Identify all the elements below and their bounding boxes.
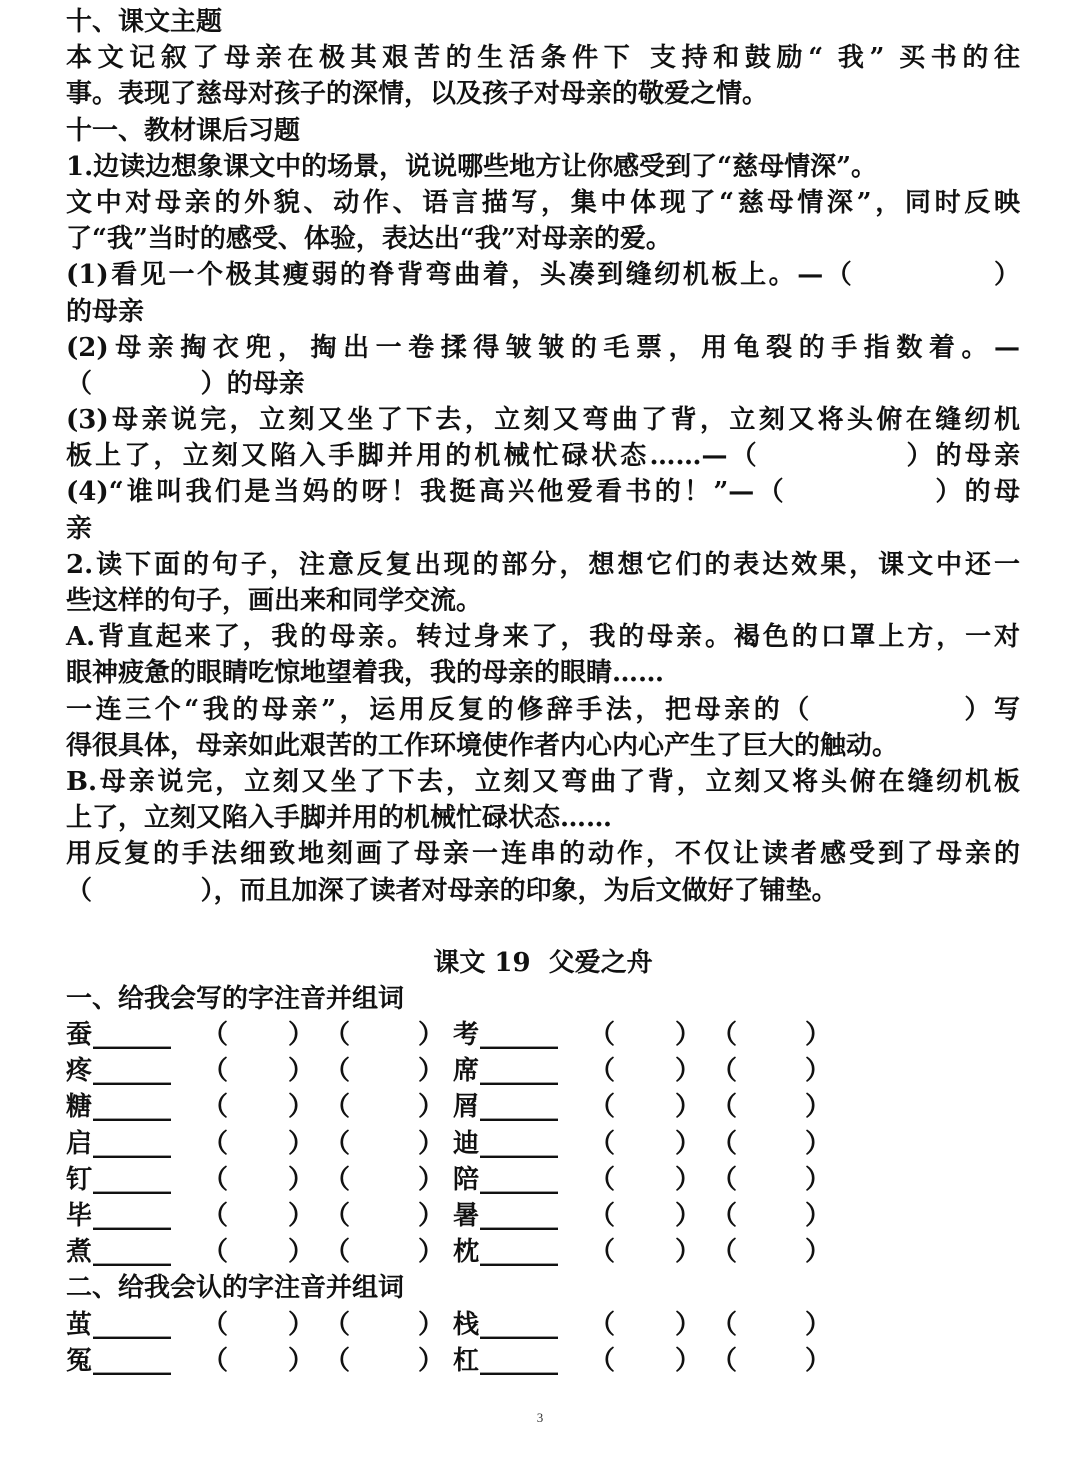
q1-line: 板上了，立刻又陷入手脚并用的机械忙碌状态……—（ ）的母亲 (66, 441, 1020, 472)
word-row (66, 1198, 1020, 1234)
q2-line: A.背直起来了，我的母亲。转过身来了，我的母亲。褐色的口罩上方，一对 (66, 622, 1020, 653)
paren-close: ） (418, 1237, 445, 1268)
page-number: 3 (536, 1410, 544, 1425)
answer-blank: ______ (93, 1345, 171, 1376)
answer-blank: ______ (93, 1237, 171, 1268)
paren-close: ） (675, 1309, 702, 1340)
practice-character: 迪 (453, 1128, 480, 1159)
q2-line: 2.读下面的句子，注意反复出现的部分，想想它们的表达效果，课文中还一 (66, 549, 1020, 580)
paren-close: ） (675, 1020, 702, 1051)
word-row (66, 1234, 1020, 1270)
paren-open: （ (324, 1128, 351, 1159)
paren-open: （ (589, 1164, 616, 1195)
paren-close: ） (805, 1056, 832, 1087)
question-1-block (66, 149, 1020, 547)
paren-open: （ (589, 1128, 616, 1159)
paren-open: （ (202, 1164, 229, 1195)
answer-blank: ______ (93, 1309, 171, 1340)
paren-close: ） (288, 1201, 315, 1231)
section-10-line-2: 事。表现了慈母对孩子的深情，以及孩子对母亲的敬爱之情。 (66, 79, 769, 110)
answer-blank: ______ (480, 1056, 558, 1087)
paren-open: （ (589, 1345, 616, 1376)
practice-character: 冤 (66, 1345, 93, 1376)
q2-line: B.母亲说完，立刻又坐了下去，立刻又弯曲了背，立刻又将头俯在缝纫机板 (66, 766, 1020, 797)
paren-open: （ (202, 1128, 229, 1159)
paren-open: （ (711, 1345, 738, 1376)
q1-line: (3)母亲说完，立刻又坐了下去，立刻又弯曲了背，立刻又将头俯在缝纫机 (66, 405, 1020, 436)
paren-open: （ (324, 1309, 351, 1340)
practice-character: 暑 (453, 1201, 480, 1231)
practice-character: 蚕 (66, 1020, 93, 1051)
paren-open: （ (202, 1309, 229, 1340)
paren-close: ） (418, 1020, 445, 1051)
paren-open: （ (711, 1164, 738, 1195)
q2-line: （ ），而且加深了读者对母亲的印象，为后文做好了铺垫。 (66, 875, 838, 906)
word-row (66, 1162, 1020, 1198)
part-1-heading: 一、给我会写的字注音并组词 (66, 983, 405, 1014)
paren-open: （ (202, 1020, 229, 1051)
q2-line: 上了，立刻又陷入手脚并用的机械忙碌状态…… (66, 803, 613, 834)
q1-line: 文中对母亲的外貌、动作、语言描写，集中体现了“慈母情深”，同时反映 (66, 187, 1020, 218)
answer-blank: ______ (480, 1092, 558, 1123)
answer-blank: ______ (480, 1020, 558, 1051)
answer-blank: ______ (480, 1237, 558, 1268)
paren-open: （ (589, 1020, 616, 1051)
paren-open: （ (711, 1237, 738, 1268)
answer-blank: ______ (93, 1056, 171, 1087)
paren-open: （ (324, 1164, 351, 1195)
answer-blank: ______ (480, 1164, 558, 1195)
q1-line: 1.边读边想象课文中的场景，说说哪些地方让你感受到了“慈母情深”。 (66, 151, 878, 182)
paren-open: （ (711, 1020, 738, 1051)
paren-open: （ (324, 1237, 351, 1268)
q1-line: 了“我”当时的感受、体验，表达出“我”对母亲的爱。 (66, 224, 672, 255)
paren-close: ） (675, 1237, 702, 1268)
answer-blank: ______ (93, 1092, 171, 1123)
q1-line: (2)母亲掏衣兜，掏出一卷揉得皱皱的毛票，用龟裂的手指数着。— (66, 332, 1020, 363)
answer-blank: ______ (480, 1345, 558, 1376)
section-gap (66, 909, 1020, 945)
lesson-19-title: 课文 19 父爱之舟 (433, 947, 653, 978)
part-2-heading: 二、给我会认的字注音并组词 (66, 1273, 405, 1304)
answer-blank: ______ (480, 1309, 558, 1340)
paren-close: ） (675, 1345, 702, 1376)
paren-close: ） (418, 1164, 445, 1195)
paren-open: （ (324, 1056, 351, 1087)
q2-line: 用反复的手法细致地刻画了母亲一连串的动作，不仅让读者感受到了母亲的 (66, 839, 1020, 870)
word-row (66, 1089, 1020, 1125)
practice-character: 糖 (66, 1092, 93, 1123)
word-row (66, 1307, 1020, 1343)
paren-close: ） (418, 1092, 445, 1123)
paren-close: ） (418, 1309, 445, 1340)
practice-character: 钉 (66, 1164, 93, 1195)
practice-character: 席 (453, 1056, 480, 1087)
q2-line: 得很具体，母亲如此艰苦的工作环境使作者内心内心产生了巨大的触动。 (66, 730, 899, 761)
answer-blank: ______ (480, 1201, 558, 1231)
q1-line: (4)“谁叫我们是当妈的呀！我挺高兴他爱看书的！”—（ ）的母 (66, 477, 1020, 508)
q1-line: 亲 (66, 513, 93, 544)
part-1-word-table (66, 1017, 1020, 1270)
paren-open: （ (324, 1092, 351, 1123)
paren-open: （ (711, 1092, 738, 1123)
paren-close: ） (418, 1345, 445, 1376)
practice-character: 枕 (453, 1237, 480, 1268)
q1-line: (1)看见一个极其瘦弱的脊背弯曲着，头凑到缝纫机板上。—（ ） (66, 260, 1020, 291)
word-row (66, 1053, 1020, 1089)
paren-close: ） (805, 1020, 832, 1051)
paren-open: （ (711, 1056, 738, 1087)
q2-line: 一连三个“我的母亲”，运用反复的修辞手法，把母亲的（ ）写 (66, 694, 1020, 725)
paren-close: ） (418, 1056, 445, 1087)
paren-open: （ (589, 1237, 616, 1268)
practice-character: 启 (66, 1128, 93, 1159)
paren-close: ） (418, 1201, 445, 1231)
paren-close: ） (288, 1237, 315, 1268)
paren-close: ） (288, 1345, 315, 1376)
practice-character: 栈 (453, 1309, 480, 1340)
word-row (66, 1017, 1020, 1053)
practice-character: 煮 (66, 1237, 93, 1268)
paren-open: （ (711, 1128, 738, 1159)
section-10-heading: 十、课文主题 (66, 7, 223, 37)
paren-open: （ (711, 1309, 738, 1340)
paren-open: （ (589, 1309, 616, 1340)
answer-blank: ______ (93, 1201, 171, 1231)
paren-close: ） (675, 1201, 702, 1231)
paren-open: （ (202, 1092, 229, 1123)
paren-close: ） (805, 1201, 832, 1231)
paren-close: ） (675, 1092, 702, 1123)
word-row (66, 1126, 1020, 1162)
paren-close: ） (805, 1128, 832, 1159)
practice-character: 屑 (453, 1092, 480, 1123)
paren-close: ） (805, 1345, 832, 1376)
paren-open: （ (324, 1020, 351, 1051)
paren-close: ） (288, 1164, 315, 1195)
paren-close: ） (418, 1128, 445, 1159)
q1-line: （ ）的母亲 (66, 368, 305, 399)
paren-close: ） (675, 1128, 702, 1159)
paren-open: （ (589, 1056, 616, 1087)
worksheet-page (66, 4, 1020, 1379)
paren-open: （ (202, 1237, 229, 1268)
paren-close: ） (288, 1056, 315, 1087)
paren-open: （ (324, 1345, 351, 1376)
paren-open: （ (202, 1056, 229, 1087)
paren-close: ） (805, 1237, 832, 1268)
part-2-word-table (66, 1307, 1020, 1379)
q2-line: 些这样的句子，画出来和同学交流。 (66, 586, 483, 616)
paren-close: ） (805, 1092, 832, 1123)
q2-line: 眼神疲惫的眼睛吃惊地望着我，我的母亲的眼睛…… (66, 658, 665, 689)
paren-open: （ (324, 1201, 351, 1231)
section-11-heading: 十一、教材课后习题 (66, 115, 301, 146)
paren-close: ） (805, 1309, 832, 1340)
q1-line: 的母亲 (66, 296, 145, 327)
answer-blank: ______ (93, 1128, 171, 1159)
practice-character: 杠 (453, 1345, 480, 1376)
paren-open: （ (589, 1092, 616, 1123)
question-2-block (66, 547, 1020, 909)
answer-blank: ______ (93, 1020, 171, 1051)
section-10-line-1: 本文记叙了母亲在极其艰苦的生活条件下 支持和鼓励“ 我” 买书的往 (66, 43, 1020, 74)
word-row (66, 1343, 1020, 1379)
paren-close: ） (675, 1056, 702, 1087)
practice-character: 考 (453, 1020, 480, 1051)
paren-open: （ (202, 1201, 229, 1231)
paren-close: ） (288, 1020, 315, 1051)
paren-close: ） (805, 1164, 832, 1195)
practice-character: 毕 (66, 1201, 93, 1231)
paren-open: （ (202, 1345, 229, 1376)
practice-character: 茧 (66, 1309, 93, 1340)
paren-open: （ (589, 1201, 616, 1231)
paren-close: ） (288, 1309, 315, 1340)
paren-close: ） (288, 1092, 315, 1123)
paren-close: ） (675, 1164, 702, 1195)
paren-close: ） (288, 1128, 315, 1159)
practice-character: 疼 (66, 1056, 93, 1087)
answer-blank: ______ (93, 1164, 171, 1195)
paren-open: （ (711, 1201, 738, 1231)
practice-character: 陪 (453, 1164, 480, 1195)
answer-blank: ______ (480, 1128, 558, 1159)
